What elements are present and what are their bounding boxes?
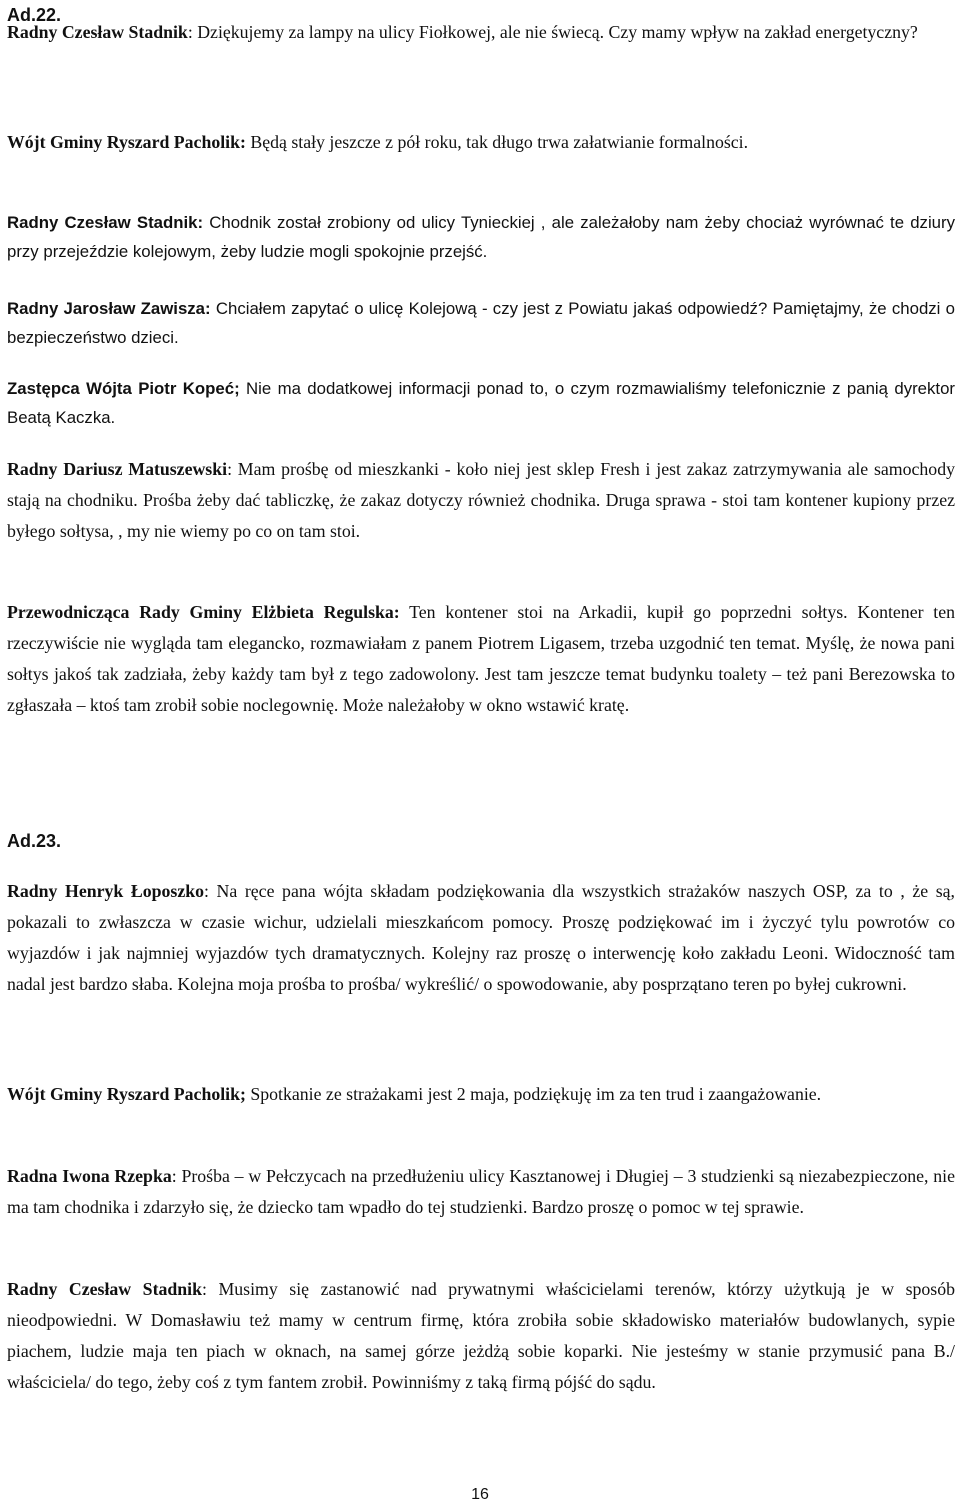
speaker-name: Wójt Gminy Ryszard Pacholik; <box>7 1084 246 1104</box>
paragraph-text: Ten kontener stoi na Arkadii, kupił go poprzedni sołtys. Kontener ten rzeczywiście nie wygląda tam elegancko, rozmawiałam z panem Piotrem Ligasem, trzeba uzgodnić ten temat. Myślę, że nowa pani sołtys jakoś tak zadziała, żeby każdy tam był z tego zadowolony. Jest tam jeszcze temat budynku toalety – też pani Berezowska to zgłaszała – ktoś tam zrobił sobie noclegownię. Może należałoby w okno wstawić kratę. <box>7 602 956 715</box>
paragraph-text: Nie ma dodatkowej informacji ponad to, o czym rozmawialiśmy telefonicznie z panią dyrektor Beatą Kaczka. <box>7 379 955 427</box>
section-heading-ad23: Ad.23. <box>7 831 62 851</box>
paragraph-2 <box>7 127 955 158</box>
paragraph-text: : Musimy się zastanowić nad prywatnymi właścicielami terenów, którzy użytkują je w sposób nieodpowiedni. W Domasławiu też mamy w centrum firmę, która zrobiła sobie składowisko materiałów budowlanych, sypie piachem, ludzie maja ten piach w oknach, na samej górze jeżdżą sobie koparki. Nie jesteśmy w stanie przymusić pana B./ właściciela/ do tego, żeby coś z tym fantem zrobił. Powinniśmy z taką firmą pójść do sądu. <box>7 1279 955 1392</box>
paragraph-text: : Mam prośbę od mieszkanki - koło niej jest sklep Fresh i jest zakaz zatrzymywania ale samochody stają na chodniku. Prośba żeby dać tabliczkę, że zakaz dotyczy również chodnika. Druga sprawa - stoi tam kontener kupiony przez byłego sołtysa, , my nie wiemy po co on tam stoi. <box>7 459 955 541</box>
speaker-name: Radny Czesław Stadnik: <box>7 213 204 232</box>
page-number: 16 <box>471 1486 489 1503</box>
paragraph-1 <box>7 17 955 48</box>
paragraph-11 <box>7 1274 955 1398</box>
speaker-name: Przewodnicząca Rady Gminy Elżbieta Regulska: <box>7 602 400 622</box>
section-heading-ad22: Ad.22. <box>7 5 62 25</box>
paragraph-text: : Prośba – w Pełczycach na przedłużeniu ulicy Kasztanowej i Długiej – 3 studzienki są niezabezpieczone, nie ma tam chodnika i zdarzyło się, że dziecko tam wpadło do tej studzienki. Bardzo proszę o pomoc w tej sprawie. <box>7 1166 955 1217</box>
paragraph-6 <box>7 454 955 547</box>
paragraph-3 <box>7 208 955 266</box>
speaker-name: Radny Jarosław Zawisza: <box>7 299 211 318</box>
paragraph-4 <box>7 294 955 352</box>
paragraph-text: Chciałem zapytać o ulicę Kolejową - czy jest z Powiatu jakaś odpowiedź? Pamiętajmy, że chodzi o bezpieczeństwo dzieci. <box>7 299 956 347</box>
paragraph-text: : Na ręce pana wójta składam podziękowania dla wszystkich strażaków naszych OSP, za to , że są, pokazali to zwłaszcza w czasie wichur, udzielali mieszkańcom pomocy. Proszę podziękować im i życzyć tylu powrotów co wyjazdów i jak najmniej wyjazdów tych dramatycznych. Kolejny raz proszę o interwencję koło zakładu Leoni. Widoczność tam nadal jest bardzo słaba. Kolejna moja prośba to prośba/ wykreślić/ o spowodowanie, aby posprzątano teren po byłej cukrowni. <box>7 881 956 994</box>
speaker-name: Radny Dariusz Matuszewski <box>7 459 228 479</box>
paragraph-10 <box>7 1161 955 1223</box>
paragraph-7 <box>7 597 955 721</box>
paragraph-9 <box>7 1079 955 1110</box>
speaker-name: Radny Czesław Stadnik <box>7 1279 202 1299</box>
speaker-name: Radny Henryk Łoposzko <box>7 881 204 901</box>
speaker-name: Wójt Gminy Ryszard Pacholik: <box>7 132 246 152</box>
speaker-name: Radna Iwona Rzepka <box>7 1166 172 1186</box>
paragraph-8 <box>7 876 955 1000</box>
paragraph-text: Będą stały jeszcze z pół roku, tak długo trwa załatwianie formalności. <box>245 132 749 152</box>
paragraph-text: Chodnik został zrobiony od ulicy Tynieckiej , ale zależałoby nam żeby chociaż wyrównać te dziury przy przejeździe kolejowym, żeby ludzie mogli spokojnie przejść. <box>7 213 955 261</box>
speaker-name: Zastępca Wójta Piotr Kopeć; <box>7 379 240 398</box>
paragraph-5 <box>7 374 955 432</box>
paragraph-text: : Dziękujemy za lampy na ulicy Fiołkowej, ale nie świecą. Czy mamy wpływ na zakład energetyczny? <box>187 22 918 42</box>
paragraph-text: Spotkanie ze strażakami jest 2 maja, podziękuję im za ten trud i zaangażowanie. <box>245 1084 822 1104</box>
speaker-name: Radny Czesław Stadnik <box>7 22 188 42</box>
